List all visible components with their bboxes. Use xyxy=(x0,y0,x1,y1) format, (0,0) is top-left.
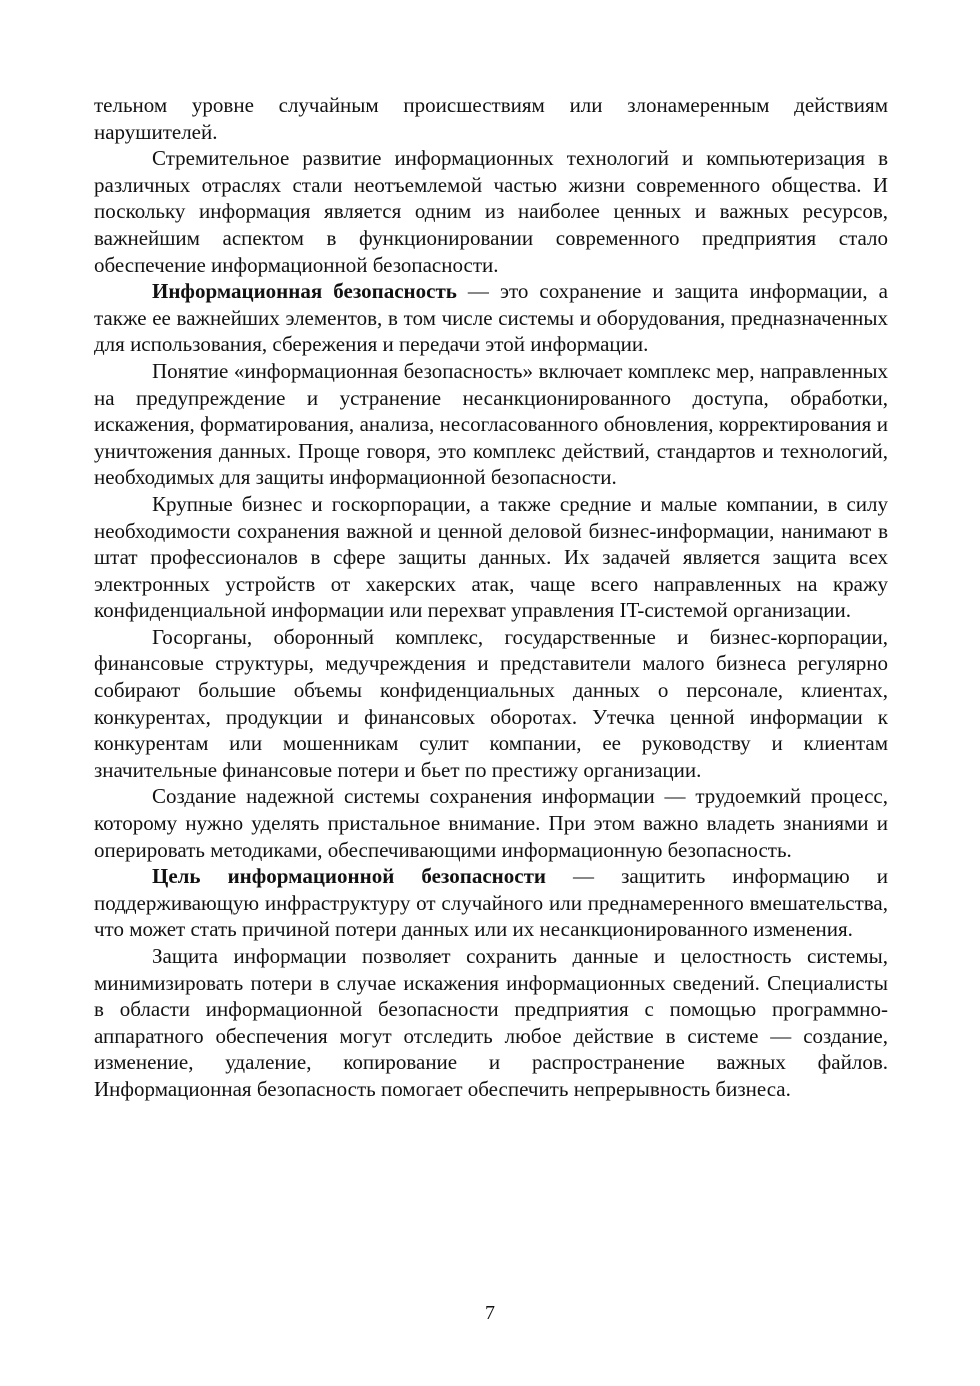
defined-term: Цель информационной безопасности xyxy=(152,864,546,889)
paragraph-text: Создание надежной системы сохранения информации — трудоемкий процесс, которому нужно уделять пристальное внимание. При этом важно владеть знаниями и оперировать методиками, обеспечивающими информационную безопасность. xyxy=(94,784,888,862)
paragraph-concept xyxy=(94,358,888,491)
paragraph-government-bodies xyxy=(94,624,888,784)
paragraph-text: Крупные бизнес и госкорпорации, а также средние и малые компании, в силу необходимости сохранения важной и ценной деловой бизнес-информации, нанимают в штат профессионалов в сфере защиты данных. Их задачей является защита всех электронных устройств от хакерских атак, чаще всего направленных на кражу конфиденциальной информации или перехват управления IT-системой организации. xyxy=(94,491,888,623)
paragraph-corporations xyxy=(94,491,888,624)
paragraph-definition-goal xyxy=(94,863,888,943)
paragraph-definition-infosec xyxy=(94,278,888,358)
paragraph-text: — это сохранение и защита информации, а также ее важнейших элементов, в том числе системы и оборудования, предназначенных для использования, сбережения и передачи этой информации. xyxy=(94,279,888,357)
paragraph-reliable-system xyxy=(94,783,888,863)
paragraph-it-development xyxy=(94,145,888,278)
page-number: 7 xyxy=(485,1302,495,1324)
paragraph-text: Госорганы, оборонный комплекс, государственные и бизнес-корпорации, финансовые структуры, медучреждения и представители малого бизнеса регулярно собирают большие объемы конфиденциальных данных о персонале, клиентах, конкурентах, продукции и финансовых оборотах. Утечка ценной информации к конкурентам или мошенникам сулит компании, ее руководству и клиентам значительные финансовые потери и бьет по престижу организации. xyxy=(94,624,888,782)
paragraph-continuation xyxy=(94,92,888,145)
paragraph-text: — защитить информацию и поддерживающую инфраструктуру от случайного или преднамеренного вмешательства, что может стать причиной потери данных или их несанкционированного изменения. xyxy=(94,864,888,942)
paragraph-text: Защита информации позволяет сохранить данные и целостность системы, минимизировать потери в случае искажения информационных сведений. Специалисты в области информационной безопасности предприятия с помощью программно-аппаратного обеспечения могут отследить любое действие в системе — создание, изменение, удаление, копирование и распространение важных файлов. Информационная безопасность помогает обеспечить непрерывность бизнеса. xyxy=(94,944,888,1101)
defined-term: Информационная безопасность xyxy=(152,279,457,304)
page-body xyxy=(94,92,888,1103)
paragraph-text: Стремительное развитие информационных технологий и компьютеризация в различных отраслях стали неотъемлемой частью жизни современного общества. И поскольку информация является одним из наиболее ценных и важных ресурсов, важнейшим аспектом в функционировании современного предприятия стало обеспечение информационной безопасности. xyxy=(94,146,888,277)
paragraph-text: тельном уровне случайным происшествиям или злонамеренным действиям нарушителей. xyxy=(94,93,888,144)
paragraph-protection xyxy=(94,943,888,1103)
paragraph-text: Понятие «информационная безопасность» включает комплекс мер, направленных на предупреждение и устранение несанкционированного доступа, обработки, искажения, форматирования, анализа, несогласованного обновления, корректирования и уничтожения данных. Проще говоря, это комплекс действий, стандартов и технологий, необходимых для защиты информационной безопасности. xyxy=(94,358,888,490)
